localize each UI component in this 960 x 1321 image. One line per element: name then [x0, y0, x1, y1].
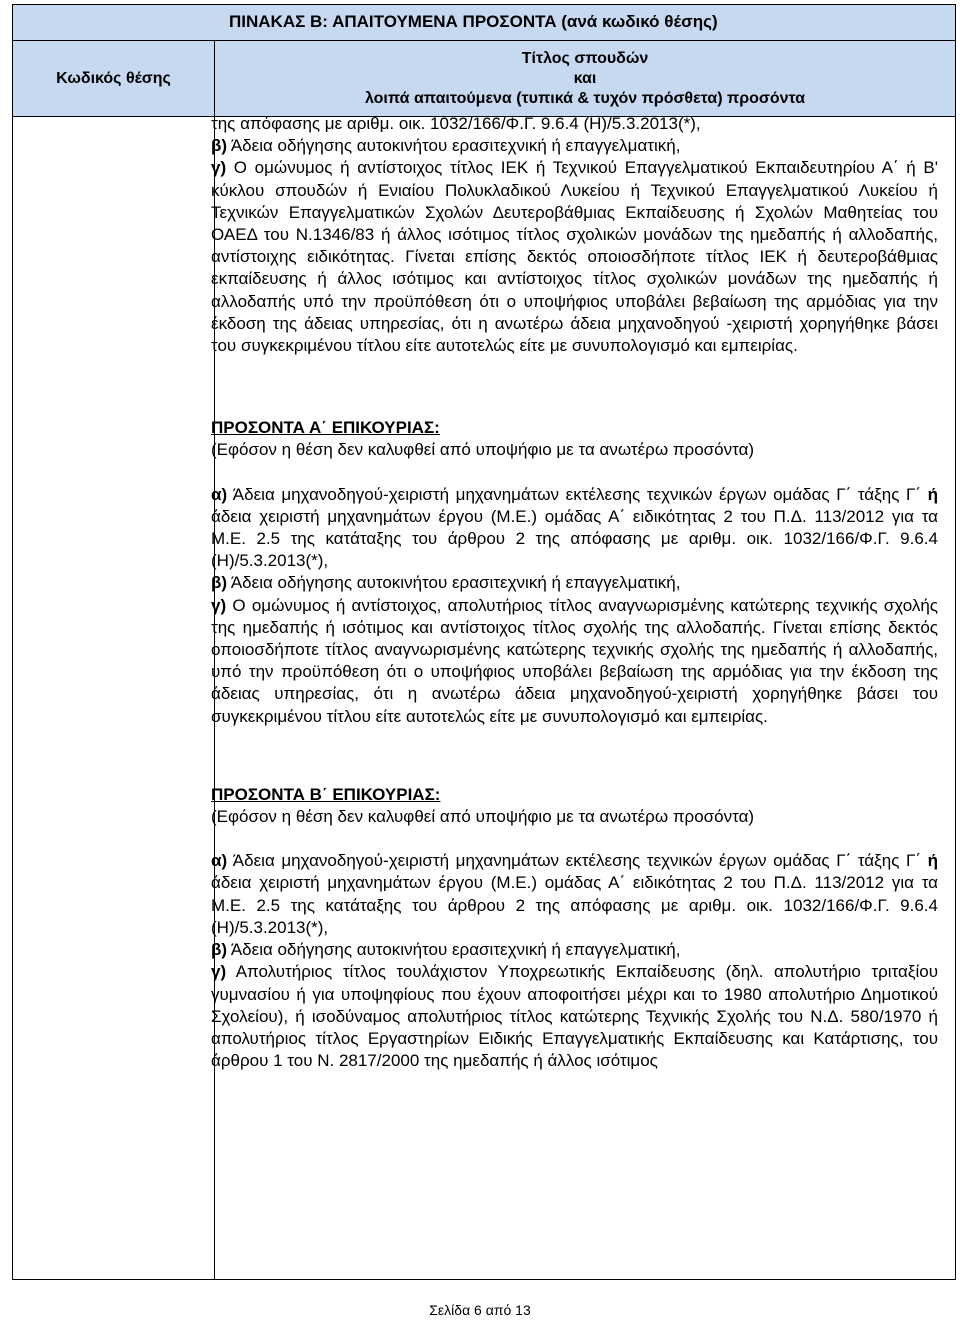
section-a-heading: ΠΡΟΣΟΝΤΑ Α΄ ΕΠΙΚΟΥΡΙΑΣ:	[211, 418, 440, 438]
table-title-row	[13, 5, 955, 41]
item-text: άδεια χειριστή μηχανημάτων έργου (Μ.Ε.) ομάδας Α΄ ειδικότητας 2 του Π.Δ. 113/2012 για τα Μ.Ε. 2.5 της κατάταξης του άρθρου 2 της απόφασης με αριθμ. οικ. 1032/166/Φ.Γ. 9.6.4 (Η)/5.3.2013(*),	[211, 506, 938, 571]
item-text: Ο ομώνυμος ή αντίστοιχος τίτλος ΙΕΚ ή Τεχνικού Επαγγελματικού Εκπαιδευτηρίου Α΄ ή Β' κύκλου σπουδών ή Ενιαίου Πολυκλαδικού Λυκείου ή Τεχνικού Επαγγελματικού Λυκείου ή Τεχνικών Επαγγελματικών Σχολών Δευτεροβάθμιας Εκπαίδευσης ή Σχολών Μαθητείας του ΟΑΕΔ του Ν.1346/83 ή άλλος ισότιμος τίτλος σχολικών μονάδων της ημεδαπής ή αλλοδαπής, αντίστοιχης ειδικότητας. Γίνεται επίσης δεκτός οποιοσδήποτε τίτλος ΙΕΚ ή δευτεροβάθμιας εκπαίδευσης ή άλλος ισότιμος και αντίστοιχος τίτλος σχολικών μονάδων της ημεδαπής ή αλλοδαπής υπό την προϋπόθεση ότι ο υποψήφιος υποβάλει βεβαίωση της αρμόδιας για την έκδοση της άδειας υπηρεσίας, ότι η ανωτέρω άδεια μηχανοδηγού -χειριστή χορηγήθηκε βάσει του συγκεκριμένου τίτλου είτε αυτοτελώς είτε με συνυπολογισμό και εμπειρίας.	[211, 158, 938, 356]
intro-continuation: της απόφασης με αριθμ. οικ. 1032/166/Φ.Γ. 9.6.4 (Η)/5.3.2013(*),	[211, 114, 701, 133]
section-a-item-b	[211, 572, 938, 594]
column-header-line-1: Τίτλος σπουδών	[521, 50, 649, 67]
spacer	[211, 828, 938, 850]
table-header-row	[13, 41, 955, 117]
section-b-note: (Εφόσον η θέση δεν καλυφθεί από υποψήφιο με τα ανωτέρω προσόντα)	[211, 807, 755, 827]
qualifications-cell	[211, 113, 938, 1072]
item-text: Άδεια μηχανοδηγού-χειριστή μηχανημάτων εκτέλεσης τεχνικών έργων ομάδας Γ΄ τάξης Γ΄	[227, 851, 928, 871]
section-b-heading: ΠΡΟΣΟΝΤΑ Β΄ ΕΠΙΚΟΥΡΙΑΣ:	[211, 784, 441, 804]
item-or: ή	[927, 484, 938, 504]
position-code-cell	[13, 117, 215, 1279]
item-text: Άδεια οδήγησης αυτοκινήτου ερασιτεχνική ή επαγγελματική,	[227, 573, 681, 593]
column-header-position-code: Κωδικός θέσης	[13, 41, 215, 116]
item-text: άδεια χειριστή μηχανημάτων έργου (Μ.Ε.) ομάδας Α΄ ειδικότητας 2 του Π.Δ. 113/2012 για τα Μ.Ε. 2.5 της κατάταξης του άρθρου 2 της απόφασης με αριθμ. οικ. 1032/166/Φ.Γ. 9.6.4 (Η)/5.3.2013(*),	[211, 873, 938, 937]
section-b-item-b	[211, 939, 938, 961]
intro-item-b	[211, 135, 938, 157]
spacer	[211, 728, 938, 784]
column-header-line-2: και	[573, 70, 597, 87]
item-label: α)	[211, 484, 228, 504]
section-a-item-a	[211, 484, 938, 573]
column-header-qualifications	[215, 49, 955, 109]
item-or: ή	[927, 851, 938, 871]
section-b-item-a	[211, 850, 938, 939]
item-text: Άδεια μηχανοδηγού-χειριστή μηχανημάτων εκτέλεσης τεχνικών έργων ομάδας Γ΄ τάξης Γ΄	[227, 484, 928, 504]
item-label: γ)	[211, 962, 227, 982]
spacer	[211, 462, 938, 484]
section-b-item-c	[211, 961, 938, 1072]
item-label: β)	[211, 940, 228, 960]
item-label: γ)	[211, 158, 227, 178]
item-label: β)	[211, 136, 228, 156]
section-a-note: (Εφόσον η θέση δεν καλυφθεί από υποψήφιο με τα ανωτέρω προσόντα)	[211, 440, 755, 460]
intro-item-c	[211, 157, 938, 357]
item-text: Άδεια οδήγησης αυτοκινήτου ερασιτεχνική ή επαγγελματική,	[227, 136, 681, 156]
section-a-item-c	[211, 595, 938, 728]
item-label: α)	[211, 851, 228, 871]
item-text: Απολυτήριος τίτλος τουλάχιστον Υποχρεωτικής Εκπαίδευσης (δηλ. απολυτήριο τριταξίου γυμνασίου ή για υποψηφίους που έχουν αποφοιτήσει μέχρι και το 1980 απολυτήριο Δημοτικού Σχολείου), ή ισοδύναμος απολυτήριος τίτλος κατώτερης Τεχνικής Σχολής του Ν.Δ. 580/1970 ή απολυτήριος τίτλος Εργαστηρίων Ειδικής Επαγγελματικής Εκπαίδευσης και Κατάρτισης, του άρθρου 1 του Ν. 2817/2000 της ημεδαπής ή άλλος ισότιμος	[211, 962, 938, 1071]
table-title: ΠΙΝΑΚΑΣ Β: ΑΠΑΙΤΟΥΜΕΝΑ ΠΡΟΣΟΝΤΑ (ανά κωδικό θέσης)	[229, 12, 718, 31]
item-label: γ)	[211, 595, 227, 615]
item-text: Ο ομώνυμος ή αντίστοιχος, απολυτήριος τίτλος αναγνωρισμένης κατώτερης τεχνικής σχολής της ημεδαπής ή ισότιμος και αντίστοιχος τίτλος σχολής της αλλοδαπής. Γίνεται επίσης δεκτός οποιοσδήποτε τίτλος αναγνωρισμένης κατώτερης τεχνικής σχολής της ημεδαπής ή αλλοδαπής, υπό την προϋπόθεση ότι ο υποψήφιος υποβάλει βεβαίωση της αρμόδιας για την έκδοση της άδειας υπηρεσίας, ότι η ανωτέρω άδεια μηχανοδηγού-χειριστή χορηγήθηκε βάσει του συγκεκριμένου τίτλου είτε αυτοτελώς είτε με συνυπολογισμό και εμπειρίας.	[211, 595, 938, 726]
page-number: Σελίδα 6 από 13	[429, 1302, 531, 1318]
spacer	[211, 357, 938, 417]
column-header-line-3: λοιπά απαιτούμενα (τυπικά & τυχόν πρόσθετα) προσόντα	[364, 90, 806, 107]
item-label: β)	[211, 573, 228, 593]
item-text: Άδεια οδήγησης αυτοκινήτου ερασιτεχνική ή επαγγελματική,	[227, 940, 681, 960]
